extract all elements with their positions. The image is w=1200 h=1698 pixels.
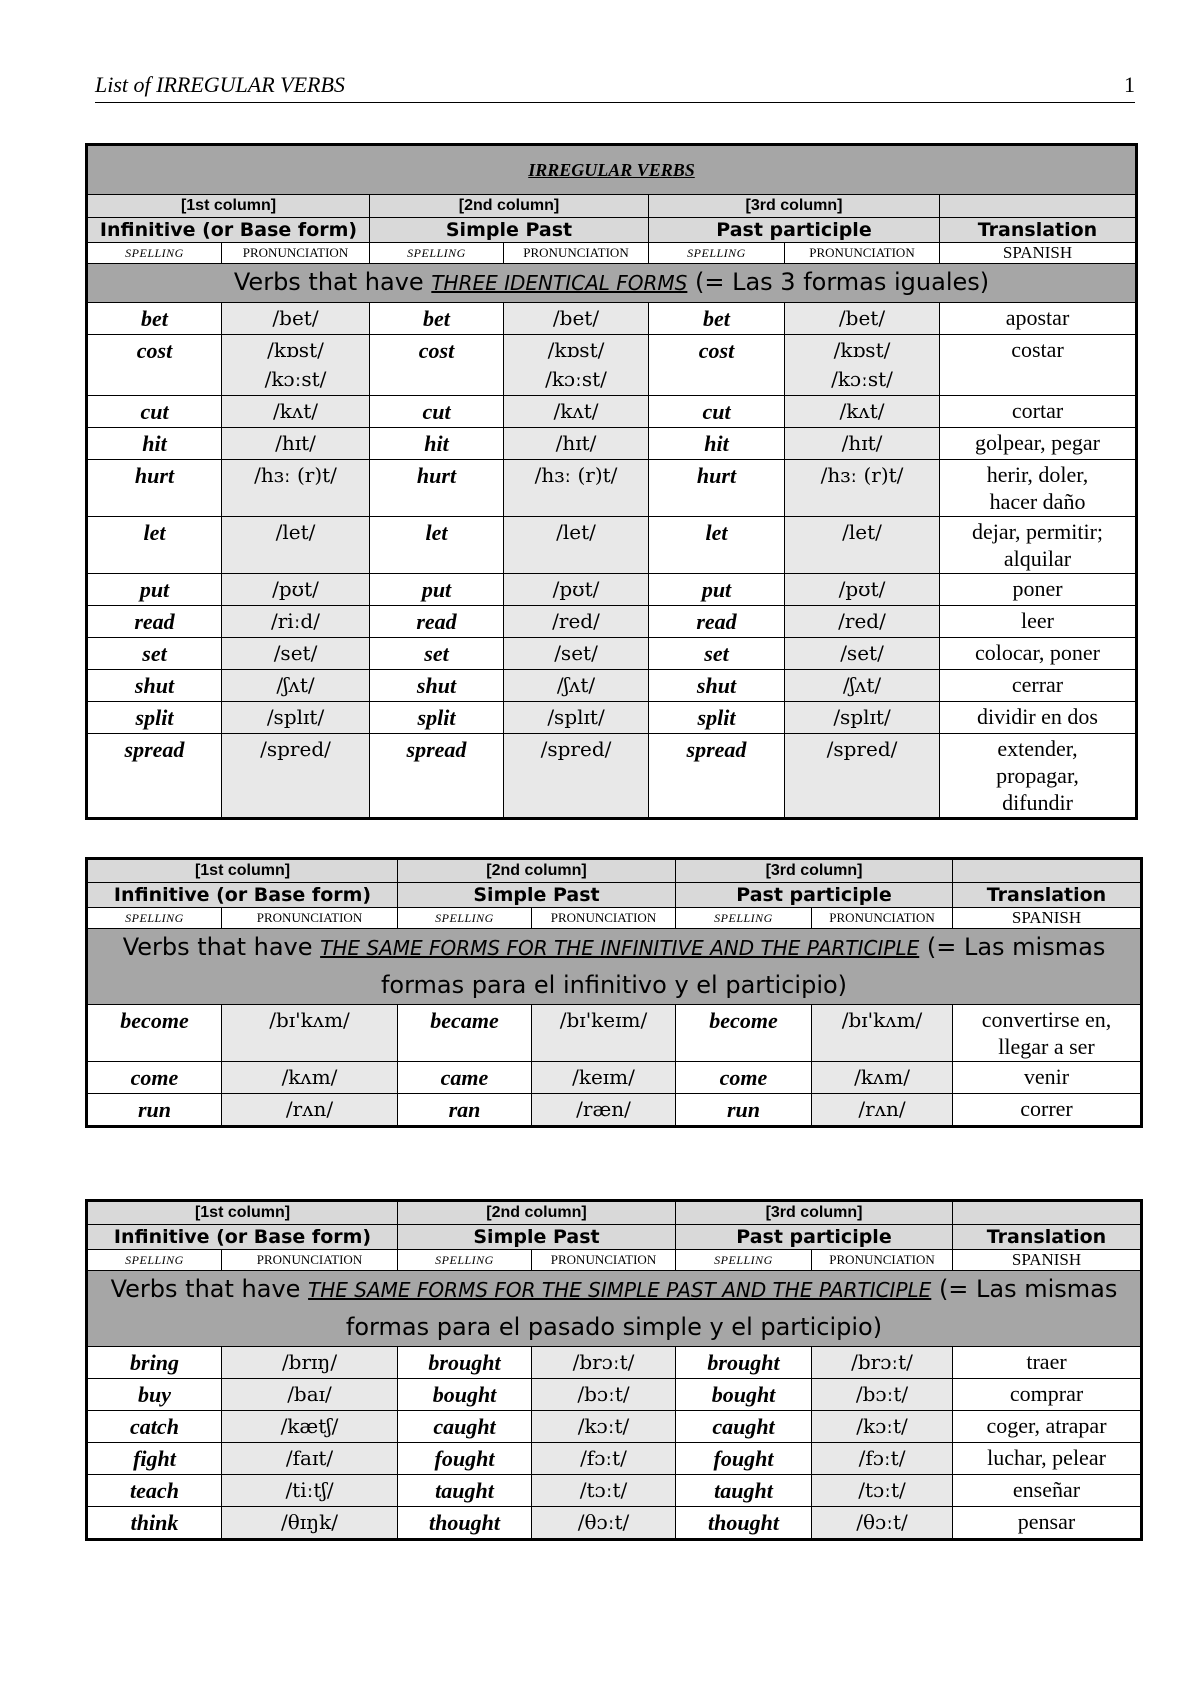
- past-pronunciation: /let/: [504, 517, 649, 574]
- infinitive-pronunciation: /kætʃ/: [222, 1411, 398, 1443]
- pronunciation-subheader: PRONUNCIATION: [222, 243, 370, 264]
- verb-row: [87, 638, 1137, 670]
- participle-pronunciation: /splɪt/: [785, 702, 940, 734]
- infinitive-pronunciation: /bɪ'kʌm/: [222, 1005, 398, 1062]
- past-pronunciation: /tɔːt/: [532, 1475, 676, 1507]
- infinitive-spelling: become: [87, 1005, 222, 1062]
- participle-pronunciation: /let/: [785, 517, 940, 574]
- infinitive-spelling: cut: [87, 396, 222, 428]
- spanish-subheader: SPANISH: [940, 243, 1137, 264]
- spanish-translation: venir: [953, 1062, 1142, 1094]
- spelling-subheader: SPELLING: [676, 1250, 812, 1271]
- infinitive-spelling: bring: [87, 1347, 222, 1379]
- spanish-translation: traer: [953, 1347, 1142, 1379]
- past-spelling: set: [370, 638, 504, 670]
- col2-number: [2nd column]: [398, 859, 676, 883]
- infinitive-pronunciation: /pʊt/: [222, 574, 370, 606]
- past-spelling: became: [398, 1005, 532, 1062]
- section-prefix: Verbs that have: [122, 933, 321, 961]
- spanish-translation: poner: [940, 574, 1137, 606]
- spelling-subheader: SPELLING: [676, 908, 812, 929]
- table-title: IRREGULAR VERBS: [87, 145, 1137, 195]
- past-pronunciation: /bɔːt/: [532, 1379, 676, 1411]
- spanish-translation: convertirse en, llegar a ser: [953, 1005, 1142, 1062]
- pronunciation-subheader: PRONUNCIATION: [812, 908, 953, 929]
- past-spelling: shut: [370, 670, 504, 702]
- infinitive-pronunciation: /faɪt/: [222, 1443, 398, 1475]
- column-name-row: [87, 1225, 1142, 1250]
- participle-pronunciation: /brɔːt/: [812, 1347, 953, 1379]
- col3-number: [3rd column]: [676, 1201, 953, 1225]
- infinitive-pronunciation: /baɪ/: [222, 1379, 398, 1411]
- participle-spelling: caught: [676, 1411, 812, 1443]
- participle-pronunciation: /kʌt/: [785, 396, 940, 428]
- past-pronunciation: /ʃʌt/: [504, 670, 649, 702]
- past-pronunciation: /kɒst/ /kɔːst/: [504, 335, 649, 396]
- section-emphasis: THE SAME FORMS FOR THE INFINITIVE AND THE PARTICIPLE: [320, 936, 920, 960]
- verbs-table-three-identical: [85, 143, 1138, 820]
- verb-row: [87, 606, 1137, 638]
- spanish-translation: dividir en dos: [940, 702, 1137, 734]
- participle-spelling: put: [649, 574, 785, 606]
- infinitive-spelling: hit: [87, 428, 222, 460]
- past-spelling: spread: [370, 734, 504, 819]
- past-spelling: bought: [398, 1379, 532, 1411]
- spelling-subheader: SPELLING: [87, 1250, 222, 1271]
- participle-pronunciation: /spred/: [785, 734, 940, 819]
- participle-spelling: cost: [649, 335, 785, 396]
- past-participle-header: Past participle: [676, 1225, 953, 1250]
- spanish-translation: cortar: [940, 396, 1137, 428]
- section-heading: [87, 929, 1142, 1005]
- infinitive-pronunciation: /splɪt/: [222, 702, 370, 734]
- infinitive-spelling: teach: [87, 1475, 222, 1507]
- past-spelling: cost: [370, 335, 504, 396]
- past-pronunciation: /red/: [504, 606, 649, 638]
- verbs-table-infinitive-participle: [85, 857, 1143, 1128]
- section-prefix: Verbs that have: [233, 268, 432, 296]
- participle-pronunciation: /kʌm/: [812, 1062, 953, 1094]
- spanish-translation: extender, propagar, difundir: [940, 734, 1137, 819]
- infinitive-spelling: come: [87, 1062, 222, 1094]
- verb-row: [87, 335, 1137, 396]
- col4-blank: [953, 859, 1142, 883]
- spanish-translation: enseñar: [953, 1475, 1142, 1507]
- participle-spelling: fought: [676, 1443, 812, 1475]
- participle-spelling: bought: [676, 1379, 812, 1411]
- participle-spelling: brought: [676, 1347, 812, 1379]
- spelling-subheader: SPELLING: [87, 908, 222, 929]
- verb-row: [87, 670, 1137, 702]
- running-header: [95, 72, 1135, 103]
- past-spelling: let: [370, 517, 504, 574]
- participle-spelling: set: [649, 638, 785, 670]
- past-pronunciation: /set/: [504, 638, 649, 670]
- verb-row: [87, 460, 1137, 517]
- document-title: List of IRREGULAR VERBS: [95, 72, 345, 97]
- pronunciation-subheader: PRONUNCIATION: [504, 243, 649, 264]
- infinitive-spelling: let: [87, 517, 222, 574]
- participle-pronunciation: /hɜː (r)t/: [785, 460, 940, 517]
- spanish-translation: correr: [953, 1094, 1142, 1127]
- past-pronunciation: /ræn/: [532, 1094, 676, 1127]
- pronunciation-subheader: PRONUNCIATION: [785, 243, 940, 264]
- spanish-translation: herir, doler, hacer daño: [940, 460, 1137, 517]
- past-pronunciation: /bɪ'keɪm/: [532, 1005, 676, 1062]
- infinitive-pronunciation: /brɪŋ/: [222, 1347, 398, 1379]
- section-row: [87, 264, 1137, 303]
- past-participle-header: Past participle: [676, 883, 953, 908]
- past-pronunciation: /keɪm/: [532, 1062, 676, 1094]
- past-spelling: hit: [370, 428, 504, 460]
- verb-row: [87, 396, 1137, 428]
- infinitive-pronunciation: /let/: [222, 517, 370, 574]
- participle-pronunciation: /ʃʌt/: [785, 670, 940, 702]
- past-spelling: fought: [398, 1443, 532, 1475]
- pronunciation-subheader: PRONUNCIATION: [532, 1250, 676, 1271]
- infinitive-pronunciation: /θɪŋk/: [222, 1507, 398, 1540]
- past-pronunciation: /fɔːt/: [532, 1443, 676, 1475]
- participle-pronunciation: /bet/: [785, 303, 940, 335]
- past-pronunciation: /θɔːt/: [532, 1507, 676, 1540]
- pronunciation-subheader: PRONUNCIATION: [222, 1250, 398, 1271]
- past-spelling: put: [370, 574, 504, 606]
- past-spelling: bet: [370, 303, 504, 335]
- participle-spelling: hurt: [649, 460, 785, 517]
- col4-blank: [940, 195, 1137, 218]
- col4-blank: [953, 1201, 1142, 1225]
- participle-spelling: run: [676, 1094, 812, 1127]
- pronunciation-subheader: PRONUNCIATION: [532, 908, 676, 929]
- past-participle-header: Past participle: [649, 218, 940, 243]
- col2-number: [2nd column]: [398, 1201, 676, 1225]
- participle-spelling: shut: [649, 670, 785, 702]
- verbs-table-past-participle: [85, 1199, 1143, 1541]
- translation-header: Translation: [940, 218, 1137, 243]
- participle-pronunciation: /fɔːt/: [812, 1443, 953, 1475]
- spelling-subheader: SPELLING: [398, 1250, 532, 1271]
- past-pronunciation: /brɔːt/: [532, 1347, 676, 1379]
- col3-number: [3rd column]: [649, 195, 940, 218]
- participle-pronunciation: /pʊt/: [785, 574, 940, 606]
- infinitive-pronunciation: /set/: [222, 638, 370, 670]
- infinitive-pronunciation: /riːd/: [222, 606, 370, 638]
- past-pronunciation: /hɜː (r)t/: [504, 460, 649, 517]
- verb-row: [87, 1005, 1142, 1062]
- col1-number: [1st column]: [87, 859, 398, 883]
- infinitive-spelling: catch: [87, 1411, 222, 1443]
- translation-header: Translation: [953, 883, 1142, 908]
- simple-past-header: Simple Past: [398, 1225, 676, 1250]
- verb-row: [87, 1379, 1142, 1411]
- participle-spelling: spread: [649, 734, 785, 819]
- verb-row: [87, 1062, 1142, 1094]
- spanish-translation: colocar, poner: [940, 638, 1137, 670]
- column-number-row: [87, 195, 1137, 218]
- infinitive-spelling: shut: [87, 670, 222, 702]
- participle-spelling: come: [676, 1062, 812, 1094]
- infinitive-spelling: split: [87, 702, 222, 734]
- infinitive-header: Infinitive (or Base form): [87, 1225, 398, 1250]
- infinitive-spelling: run: [87, 1094, 222, 1127]
- participle-spelling: read: [649, 606, 785, 638]
- infinitive-spelling: set: [87, 638, 222, 670]
- spanish-translation: luchar, pelear: [953, 1443, 1142, 1475]
- col3-number: [3rd column]: [676, 859, 953, 883]
- sub-header-row: [87, 1250, 1142, 1271]
- simple-past-header: Simple Past: [398, 883, 676, 908]
- past-pronunciation: /kʌt/: [504, 396, 649, 428]
- infinitive-pronunciation: /rʌn/: [222, 1094, 398, 1127]
- participle-pronunciation: /bɔːt/: [812, 1379, 953, 1411]
- section-emphasis: THREE IDENTICAL FORMS: [431, 271, 688, 295]
- infinitive-pronunciation: /bet/: [222, 303, 370, 335]
- participle-spelling: let: [649, 517, 785, 574]
- section-emphasis: THE SAME FORMS FOR THE SIMPLE PAST AND THE PARTICIPLE: [308, 1278, 932, 1302]
- participle-spelling: bet: [649, 303, 785, 335]
- pronunciation-subheader: PRONUNCIATION: [812, 1250, 953, 1271]
- column-name-row: [87, 218, 1137, 243]
- simple-past-header: Simple Past: [370, 218, 649, 243]
- pronunciation-subheader: PRONUNCIATION: [222, 908, 398, 929]
- past-spelling: came: [398, 1062, 532, 1094]
- past-pronunciation: /splɪt/: [504, 702, 649, 734]
- past-spelling: split: [370, 702, 504, 734]
- infinitive-header: Infinitive (or Base form): [87, 883, 398, 908]
- verb-row: [87, 1094, 1142, 1127]
- past-pronunciation: /hɪt/: [504, 428, 649, 460]
- verb-row: [87, 303, 1137, 335]
- past-spelling: hurt: [370, 460, 504, 517]
- participle-pronunciation: /red/: [785, 606, 940, 638]
- infinitive-spelling: hurt: [87, 460, 222, 517]
- participle-pronunciation: /bɪ'kʌm/: [812, 1005, 953, 1062]
- infinitive-spelling: read: [87, 606, 222, 638]
- verb-row: [87, 574, 1137, 606]
- section-prefix: Verbs that have: [110, 1275, 309, 1303]
- infinitive-header: Infinitive (or Base form): [87, 218, 370, 243]
- participle-pronunciation: /hɪt/: [785, 428, 940, 460]
- infinitive-pronunciation: /spred/: [222, 734, 370, 819]
- spelling-subheader: SPELLING: [649, 243, 785, 264]
- spelling-subheader: SPELLING: [87, 243, 222, 264]
- verb-row: [87, 1443, 1142, 1475]
- infinitive-spelling: bet: [87, 303, 222, 335]
- past-spelling: read: [370, 606, 504, 638]
- spanish-subheader: SPANISH: [953, 1250, 1142, 1271]
- past-pronunciation: /pʊt/: [504, 574, 649, 606]
- translation-header: Translation: [953, 1225, 1142, 1250]
- infinitive-spelling: cost: [87, 335, 222, 396]
- spelling-subheader: SPELLING: [398, 908, 532, 929]
- verb-row: [87, 1411, 1142, 1443]
- past-spelling: taught: [398, 1475, 532, 1507]
- section-suffix: (= Las mismas formas para el pasado simple y el participio): [345, 1275, 1118, 1341]
- past-pronunciation: /bet/: [504, 303, 649, 335]
- participle-pronunciation: /tɔːt/: [812, 1475, 953, 1507]
- infinitive-spelling: spread: [87, 734, 222, 819]
- infinitive-pronunciation: /kʌt/: [222, 396, 370, 428]
- sub-header-row: [87, 908, 1142, 929]
- infinitive-spelling: buy: [87, 1379, 222, 1411]
- past-pronunciation: /kɔːt/: [532, 1411, 676, 1443]
- verb-row: [87, 1507, 1142, 1540]
- participle-spelling: split: [649, 702, 785, 734]
- spelling-subheader: SPELLING: [370, 243, 504, 264]
- spanish-translation: cerrar: [940, 670, 1137, 702]
- past-spelling: caught: [398, 1411, 532, 1443]
- col2-number: [2nd column]: [370, 195, 649, 218]
- past-pronunciation: /spred/: [504, 734, 649, 819]
- infinitive-pronunciation: /hɪt/: [222, 428, 370, 460]
- infinitive-spelling: put: [87, 574, 222, 606]
- column-number-row: [87, 1201, 1142, 1225]
- past-spelling: brought: [398, 1347, 532, 1379]
- verb-row: [87, 1475, 1142, 1507]
- spanish-translation: apostar: [940, 303, 1137, 335]
- past-spelling: thought: [398, 1507, 532, 1540]
- page-number: 1: [1124, 72, 1135, 97]
- section-suffix: (= Las mismas formas para el infinitivo y el participio): [380, 933, 1106, 999]
- infinitive-pronunciation: /kɒst/ /kɔːst/: [222, 335, 370, 396]
- column-name-row: [87, 883, 1142, 908]
- infinitive-pronunciation: /ʃʌt/: [222, 670, 370, 702]
- participle-pronunciation: /set/: [785, 638, 940, 670]
- infinitive-spelling: think: [87, 1507, 222, 1540]
- spanish-subheader: SPANISH: [953, 908, 1142, 929]
- spanish-translation: comprar: [953, 1379, 1142, 1411]
- participle-pronunciation: /rʌn/: [812, 1094, 953, 1127]
- participle-spelling: taught: [676, 1475, 812, 1507]
- participle-spelling: hit: [649, 428, 785, 460]
- section-row: [87, 929, 1142, 1005]
- participle-pronunciation: /kɔːt/: [812, 1411, 953, 1443]
- spanish-translation: coger, atrapar: [953, 1411, 1142, 1443]
- infinitive-pronunciation: /tiːtʃ/: [222, 1475, 398, 1507]
- infinitive-pronunciation: /hɜː (r)t/: [222, 460, 370, 517]
- spanish-translation: golpear, pegar: [940, 428, 1137, 460]
- section-heading: [87, 1271, 1142, 1347]
- section-suffix: (= Las 3 formas iguales): [687, 268, 990, 296]
- col1-number: [1st column]: [87, 195, 370, 218]
- column-number-row: [87, 859, 1142, 883]
- section-heading: [87, 264, 1137, 303]
- spanish-translation: dejar, permitir; alquilar: [940, 517, 1137, 574]
- verb-row: [87, 428, 1137, 460]
- section-row: [87, 1271, 1142, 1347]
- past-spelling: ran: [398, 1094, 532, 1127]
- verb-row: [87, 517, 1137, 574]
- participle-spelling: thought: [676, 1507, 812, 1540]
- spanish-translation: leer: [940, 606, 1137, 638]
- verb-row: [87, 702, 1137, 734]
- participle-pronunciation: /θɔːt/: [812, 1507, 953, 1540]
- participle-spelling: cut: [649, 396, 785, 428]
- participle-spelling: become: [676, 1005, 812, 1062]
- spanish-translation: pensar: [953, 1507, 1142, 1540]
- col1-number: [1st column]: [87, 1201, 398, 1225]
- sub-header-row: [87, 243, 1137, 264]
- infinitive-spelling: fight: [87, 1443, 222, 1475]
- participle-pronunciation: /kɒst/ /kɔːst/: [785, 335, 940, 396]
- spanish-translation: costar: [940, 335, 1137, 396]
- past-spelling: cut: [370, 396, 504, 428]
- verb-row: [87, 734, 1137, 819]
- infinitive-pronunciation: /kʌm/: [222, 1062, 398, 1094]
- verb-row: [87, 1347, 1142, 1379]
